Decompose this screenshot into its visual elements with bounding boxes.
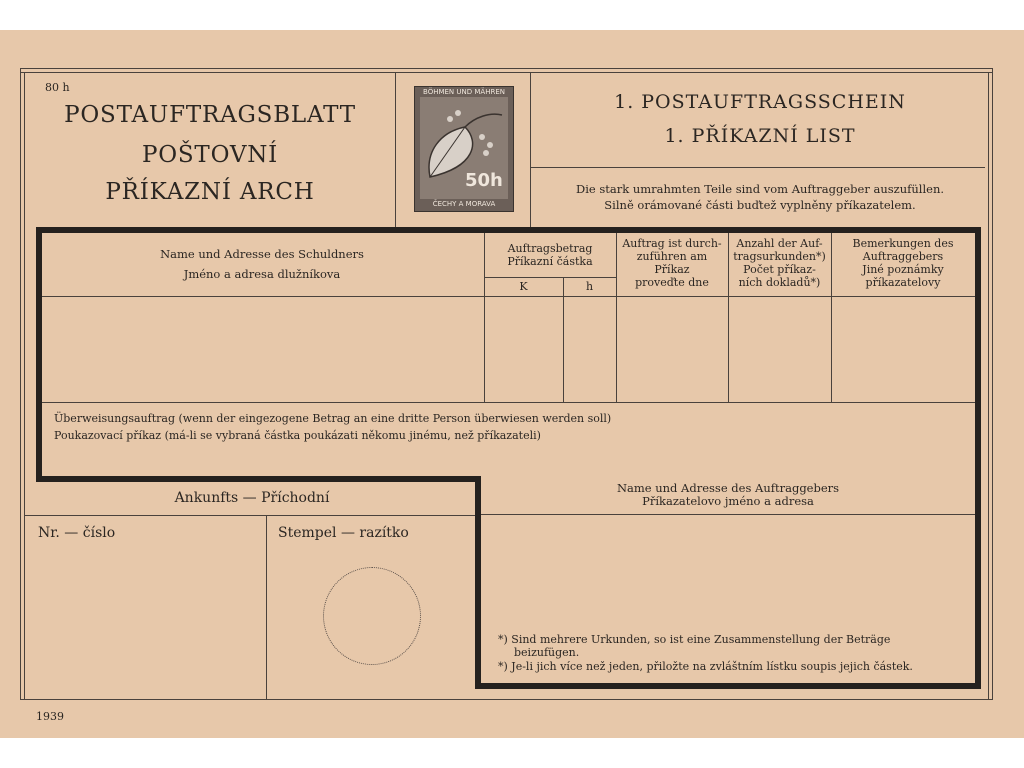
col-remarks-line1: Bemerkungen des <box>852 237 954 250</box>
instruction-line1: Die stark umrahmten Teile sind vom Auftraggeber auszufüllen. <box>575 182 945 196</box>
transfer-line1: Überweisungsauftrag (wenn der eingezogene Betrag an eine dritte Person überwiesen werden soll) <box>54 412 612 425</box>
col-remarks-line2: Auftraggebers <box>862 250 944 263</box>
col-remarks-line4: příkazatelovy <box>865 276 941 289</box>
outer-border-top-2 <box>20 72 992 73</box>
stamp-top-text: BÖHMEN UND MÄHREN <box>423 88 505 96</box>
stamp-area-circle <box>323 567 421 665</box>
col-debtor-line1: Name und Adresse des Schuldners <box>160 247 364 261</box>
col-date-line3: Příkaz <box>654 263 690 276</box>
outer-border-right-2 <box>988 72 989 700</box>
outer-border-bottom <box>20 699 993 700</box>
table-header-bottom <box>42 296 975 297</box>
arrival-label: Ankunfts — Příchodní <box>174 490 330 506</box>
arrival-divider <box>266 515 267 699</box>
outer-border-left-2 <box>24 72 25 700</box>
client-header-bottom <box>481 514 975 515</box>
col-date-line4: proveďte dne <box>635 276 709 289</box>
footnote-2: *) Je-li jich více než jeden, přiložte na zvláštním lístku soupis jejich částek. <box>498 660 913 673</box>
frame-left <box>36 227 42 482</box>
frame-mid-bottom <box>36 476 481 482</box>
frame-top <box>36 227 981 233</box>
outer-border-left <box>20 68 21 700</box>
col-date-line2: zuführen am <box>636 250 708 263</box>
transfer-line2: Poukazovací příkaz (má-li se vybraná částka poukázati někomu jinému, než příkazateli) <box>54 429 541 442</box>
left-title-line3: PŘÍKAZNÍ ARCH <box>105 179 315 205</box>
client-label-line1: Name und Adresse des Auftraggebers <box>616 481 840 495</box>
price-label: 80 h <box>45 81 70 94</box>
footnote-1-line1: *) Sind mehrere Urkunden, so ist eine Zusammenstellung der Beträge <box>498 633 891 646</box>
left-title-line2: POŠTOVNÍ <box>141 142 279 168</box>
instruction-line2: Silně orámované části buďtež vyplněny příkazatelem. <box>604 198 916 212</box>
footnote-1-line2: beizufügen. <box>514 646 580 659</box>
table-amount-sub-line <box>484 277 616 278</box>
col-count-line4: ních dokladů*) <box>738 276 821 289</box>
col-count-line2: tragsurkunden*) <box>733 250 826 263</box>
header-right-divider <box>530 167 985 168</box>
right-title-line2: 1. PŘÍKAZNÍ LIST <box>664 125 856 147</box>
header-divider-2 <box>530 72 531 227</box>
postage-stamp <box>414 86 514 212</box>
col-count-line3: Počet příkaz- <box>743 263 816 276</box>
outer-border-top <box>20 68 992 69</box>
right-title-line1: 1. POSTAUFTRAGSSCHEIN <box>614 91 906 113</box>
col-amount-h: h <box>585 280 594 293</box>
col-amount-line2: Příkazní částka <box>507 255 593 268</box>
header-divider-1 <box>395 72 396 227</box>
arrival-header-bottom <box>25 515 475 516</box>
arrival-stamp-label: Stempel — razítko <box>278 525 409 541</box>
col-amount-line1: Auftragsbetrag <box>507 242 593 255</box>
frame-bottom <box>475 683 981 689</box>
stamp-value: 50h <box>465 170 503 191</box>
col-remarks-line3: Jiné poznámky <box>862 263 944 276</box>
col-debtor-line2: Jméno a adresa dlužníkova <box>183 267 341 281</box>
col-date-line1: Auftrag ist durch- <box>622 237 722 250</box>
frame-right <box>975 227 981 689</box>
arrival-number-label: Nr. — číslo <box>38 525 116 541</box>
col-amount-k: K <box>519 280 528 293</box>
outer-border-right <box>992 68 993 700</box>
client-label-line2: Příkazatelovo jméno a adresa <box>642 494 814 508</box>
print-year: 1939 <box>36 710 64 723</box>
col-count-line1: Anzahl der Auf- <box>736 237 823 250</box>
table-body-bottom <box>42 402 975 403</box>
stamp-bottom-text: ČECHY A MORAVA <box>432 200 496 208</box>
left-title-line1: POSTAUFTRAGSBLATT <box>64 102 356 128</box>
table-col-divider-2 <box>563 277 564 402</box>
